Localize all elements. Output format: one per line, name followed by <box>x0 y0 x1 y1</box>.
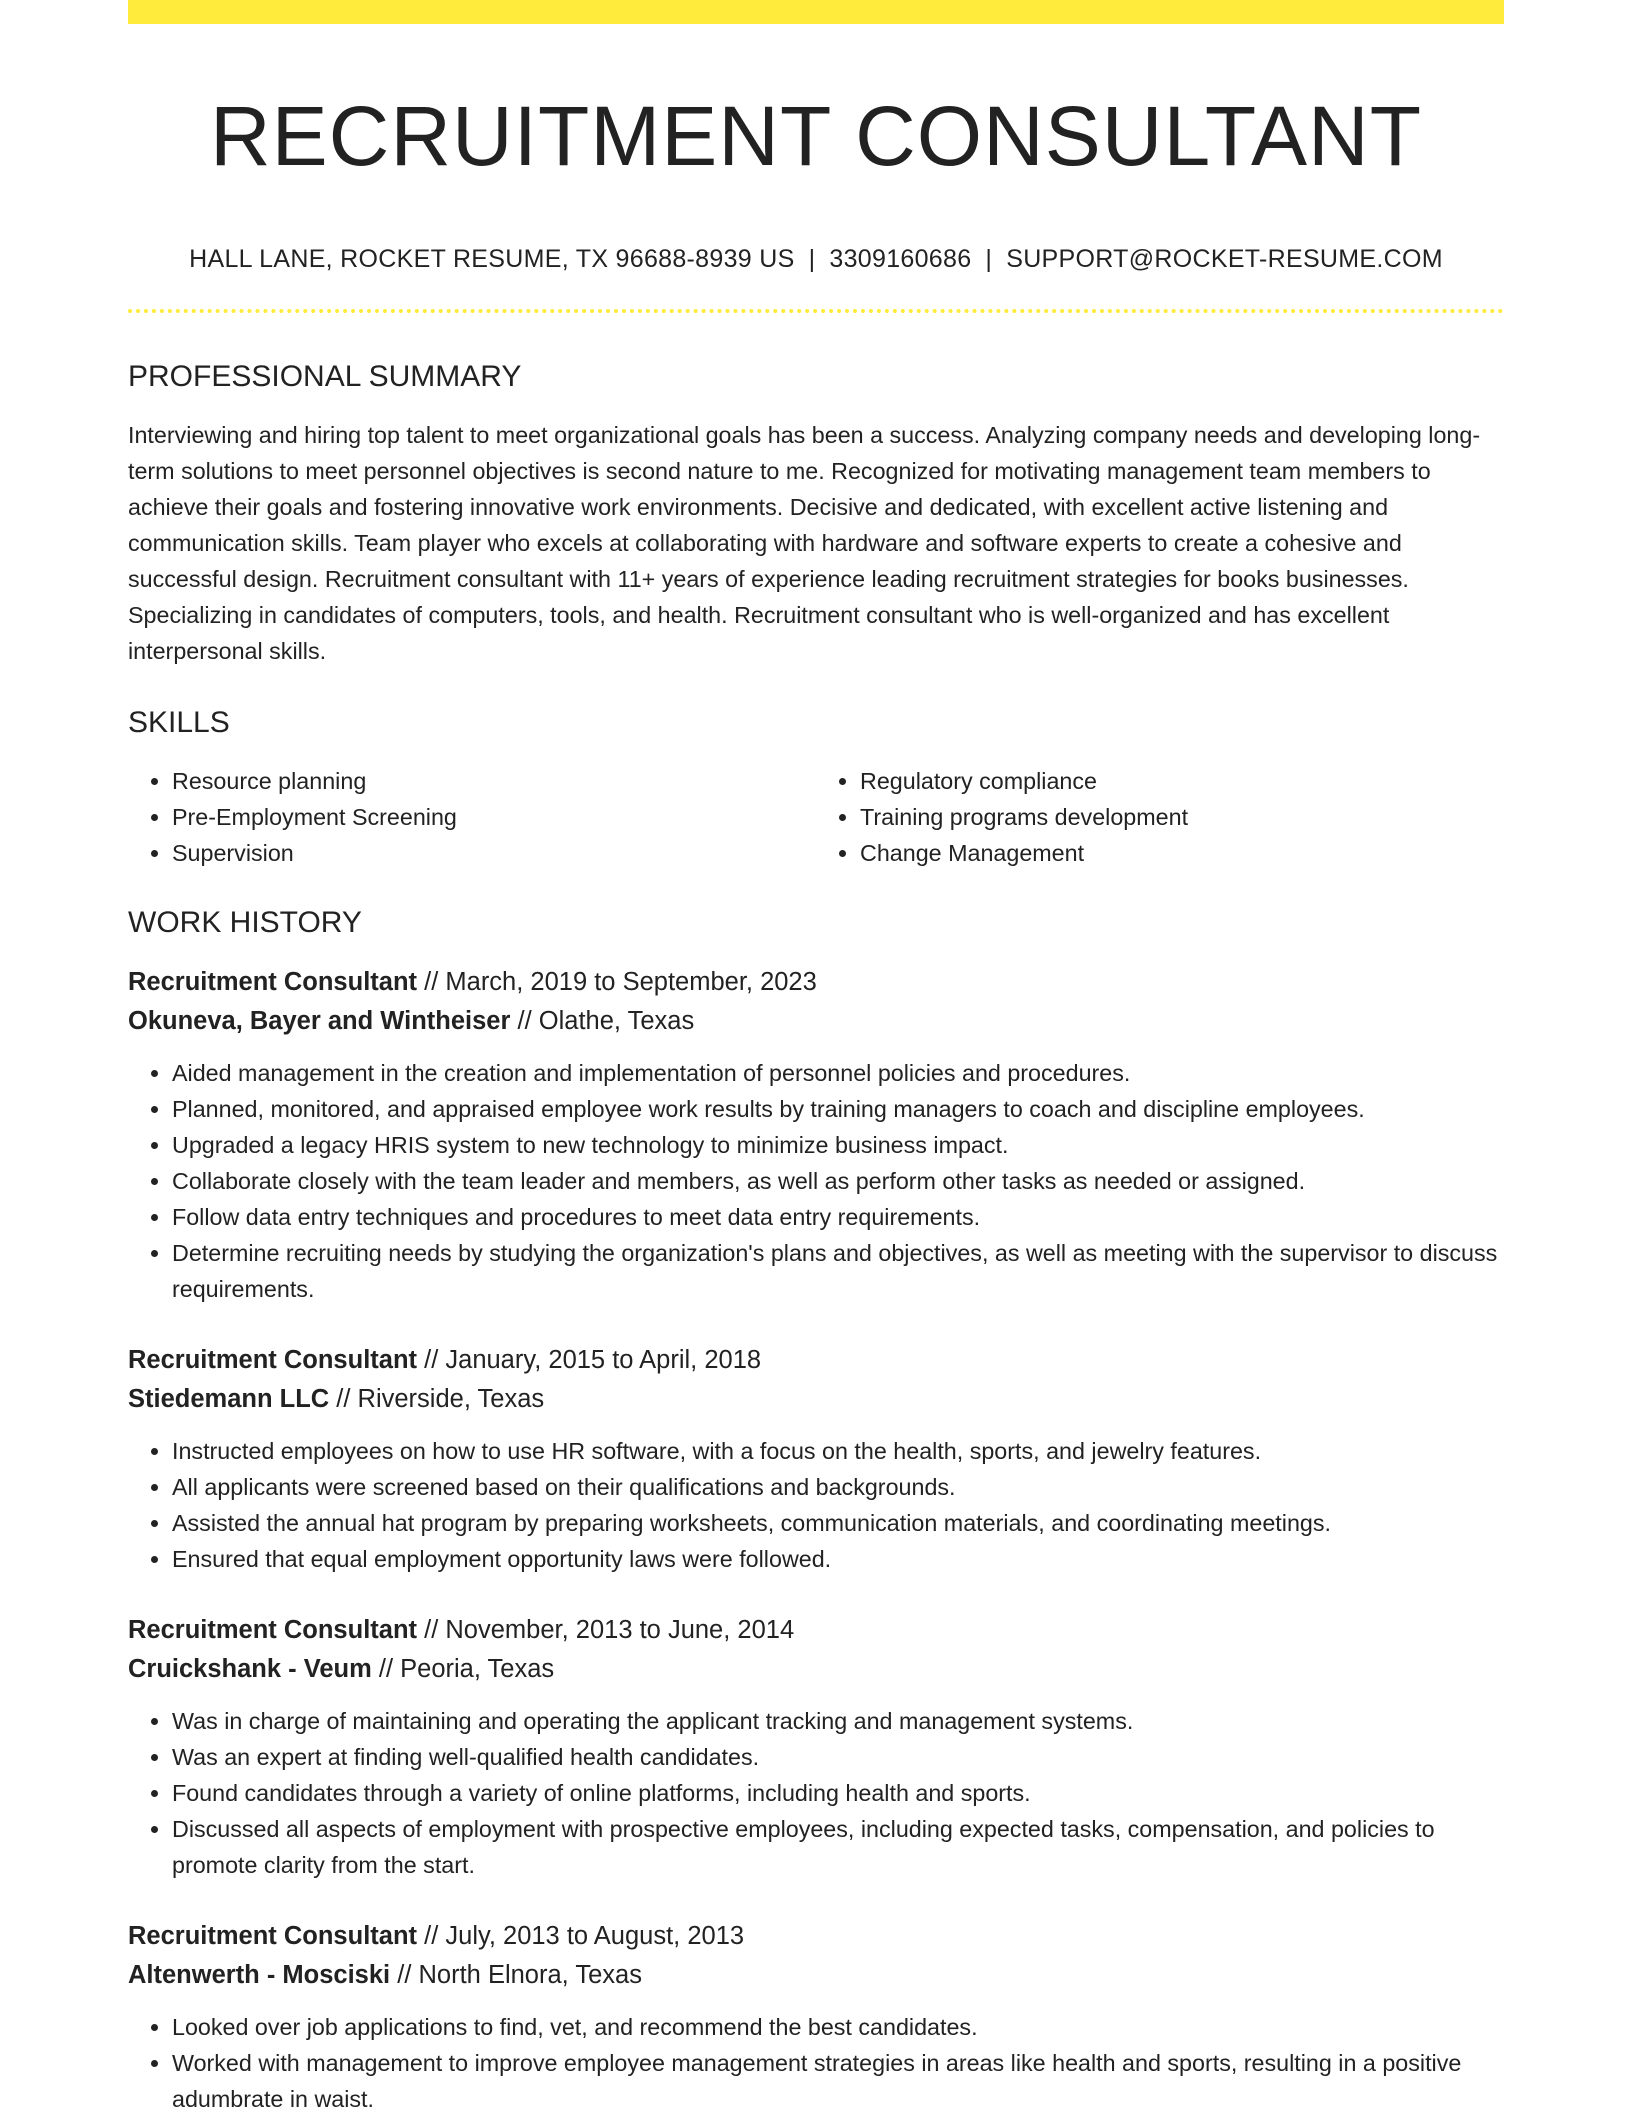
duty-item: • All applicants were screened based on their qualifications and backgrounds. <box>172 1469 1504 1505</box>
job-company-line <box>128 1956 1504 1995</box>
job-role-line <box>128 1611 1504 1650</box>
field-separator: // <box>424 967 439 996</box>
duty-item: • Found candidates through a variety of online platforms, including health and sports. <box>172 1775 1504 1811</box>
job-company-line <box>128 1650 1504 1689</box>
job-dates: March, 2019 to September, 2023 <box>445 967 817 996</box>
job-dates: July, 2013 to August, 2013 <box>445 1921 745 1950</box>
field-separator: // <box>424 1345 439 1374</box>
duty-item: • Assisted the annual hat program by preparing worksheets, communication materials, and coordinating meetings. <box>172 1505 1504 1541</box>
skills-list <box>128 763 1504 871</box>
skill-item: • Supervision <box>172 835 816 871</box>
duty-item: • Aided management in the creation and implementation of personnel policies and procedures. <box>172 1055 1504 1091</box>
job-company: Altenwerth - Mosciski <box>128 1960 391 1989</box>
job-duties <box>128 1433 1504 1577</box>
job-entry <box>128 963 1504 1307</box>
duty-item: • Ensured that equal employment opportunity laws were followed. <box>172 1541 1504 1577</box>
top-accent-bar <box>128 0 1504 24</box>
job-location: Olathe, Texas <box>538 1006 695 1035</box>
field-separator: // <box>424 1921 439 1950</box>
job-role: Recruitment Consultant <box>128 1921 418 1950</box>
skill-item: • Resource planning <box>172 763 816 799</box>
contact-line <box>128 245 1504 274</box>
duty-item: • Was in charge of maintaining and operating the applicant tracking and management systems. <box>172 1703 1504 1739</box>
job-entry <box>128 1611 1504 1883</box>
job-role: Recruitment Consultant <box>128 1615 418 1644</box>
job-role-line <box>128 963 1504 1002</box>
job-role: Recruitment Consultant <box>128 1345 418 1374</box>
contact-separator: | <box>808 244 816 273</box>
job-entry <box>128 1341 1504 1577</box>
skill-item: • Regulatory compliance <box>860 763 1504 799</box>
field-separator: // <box>378 1654 394 1683</box>
duty-item: • Worked with management to improve employee management strategies in areas like health and sports, resulting in a positive adumbrate in waist. <box>172 2045 1504 2117</box>
skills-column-right <box>816 763 1504 871</box>
duty-item: • Follow data entry techniques and procedures to meet data entry requirements. <box>172 1199 1504 1235</box>
field-separator: // <box>424 1615 439 1644</box>
resume-name: RECRUITMENT CONSULTANT <box>209 89 1423 183</box>
contact-email: SUPPORT@ROCKET-RESUME.COM <box>1006 244 1443 273</box>
field-separator: // <box>517 1006 532 1035</box>
duty-item: • Determine recruiting needs by studying the organization's plans and objectives, as well as meeting with the supervisor to discuss requirements. <box>172 1235 1504 1307</box>
job-dates: November, 2013 to June, 2014 <box>445 1615 795 1644</box>
job-duties <box>128 2009 1504 2117</box>
job-role: Recruitment Consultant <box>128 967 418 996</box>
field-separator: // <box>397 1960 412 1989</box>
skill-item: • Pre-Employment Screening <box>172 799 816 835</box>
field-separator: // <box>336 1384 351 1413</box>
job-company: Cruickshank - Veum <box>128 1654 372 1683</box>
job-role-line <box>128 1917 1504 1956</box>
duty-item: • Was an expert at finding well-qualified health candidates. <box>172 1739 1504 1775</box>
job-duties <box>128 1703 1504 1883</box>
job-location: Riverside, Texas <box>357 1384 545 1413</box>
skill-item: • Training programs development <box>860 799 1504 835</box>
job-company: Okuneva, Bayer and Wintheiser <box>128 1006 511 1035</box>
work-history-heading: WORK HISTORY <box>128 905 362 939</box>
header-divider <box>128 309 1504 313</box>
job-dates: January, 2015 to April, 2018 <box>445 1345 762 1374</box>
job-company: Stiedemann LLC <box>128 1384 330 1413</box>
duty-item: • Planned, monitored, and appraised employee work results by training managers to coach and discipline employees. <box>172 1091 1504 1127</box>
contact-address: HALL LANE, ROCKET RESUME, TX 96688-8939 US <box>189 244 795 273</box>
skills-heading: SKILLS <box>128 705 230 739</box>
duty-item: • Discussed all aspects of employment with prospective employees, including expected tasks, compensation, and policies to promote clarity from the start. <box>172 1811 1504 1883</box>
contact-separator: | <box>985 244 993 273</box>
job-entry <box>128 1917 1504 2117</box>
duty-item: • Instructed employees on how to use HR software, with a focus on the health, sports, and jewelry features. <box>172 1433 1504 1469</box>
skill-item: • Change Management <box>860 835 1504 871</box>
skills-column-left <box>128 763 816 871</box>
job-location: Peoria, Texas <box>400 1654 555 1683</box>
summary-text: Interviewing and hiring top talent to meet organizational goals has been a success. Analyzing company needs and developing long-term solutions to meet personnel objectives is second nature to me. Recognized for motivating management team members to achieve their goals and fostering innovative work environments. Decisive and dedicated, with excellent active listening and communication skills. Team player who excels at collaborating with hardware and software experts to create a cohesive and successful design. Recruitment consultant with 11+ years of experience leading recruitment strategies for books businesses. Specializing in candidates of computers, tools, and health. Recruitment consultant who is well-organized and has excellent interpersonal skills. <box>128 421 1481 664</box>
summary-heading: PROFESSIONAL SUMMARY <box>128 359 522 393</box>
job-company-line <box>128 1002 1504 1041</box>
job-company-line <box>128 1380 1504 1419</box>
resume-page <box>128 0 1504 2117</box>
contact-phone: 3309160686 <box>829 244 972 273</box>
duty-item: • Looked over job applications to find, vet, and recommend the best candidates. <box>172 2009 1504 2045</box>
job-duties <box>128 1055 1504 1307</box>
duty-item: • Collaborate closely with the team leader and members, as well as perform other tasks as needed or assigned. <box>172 1163 1504 1199</box>
duty-item: • Upgraded a legacy HRIS system to new technology to minimize business impact. <box>172 1127 1504 1163</box>
job-location: North Elnora, Texas <box>418 1960 642 1989</box>
job-role-line <box>128 1341 1504 1380</box>
